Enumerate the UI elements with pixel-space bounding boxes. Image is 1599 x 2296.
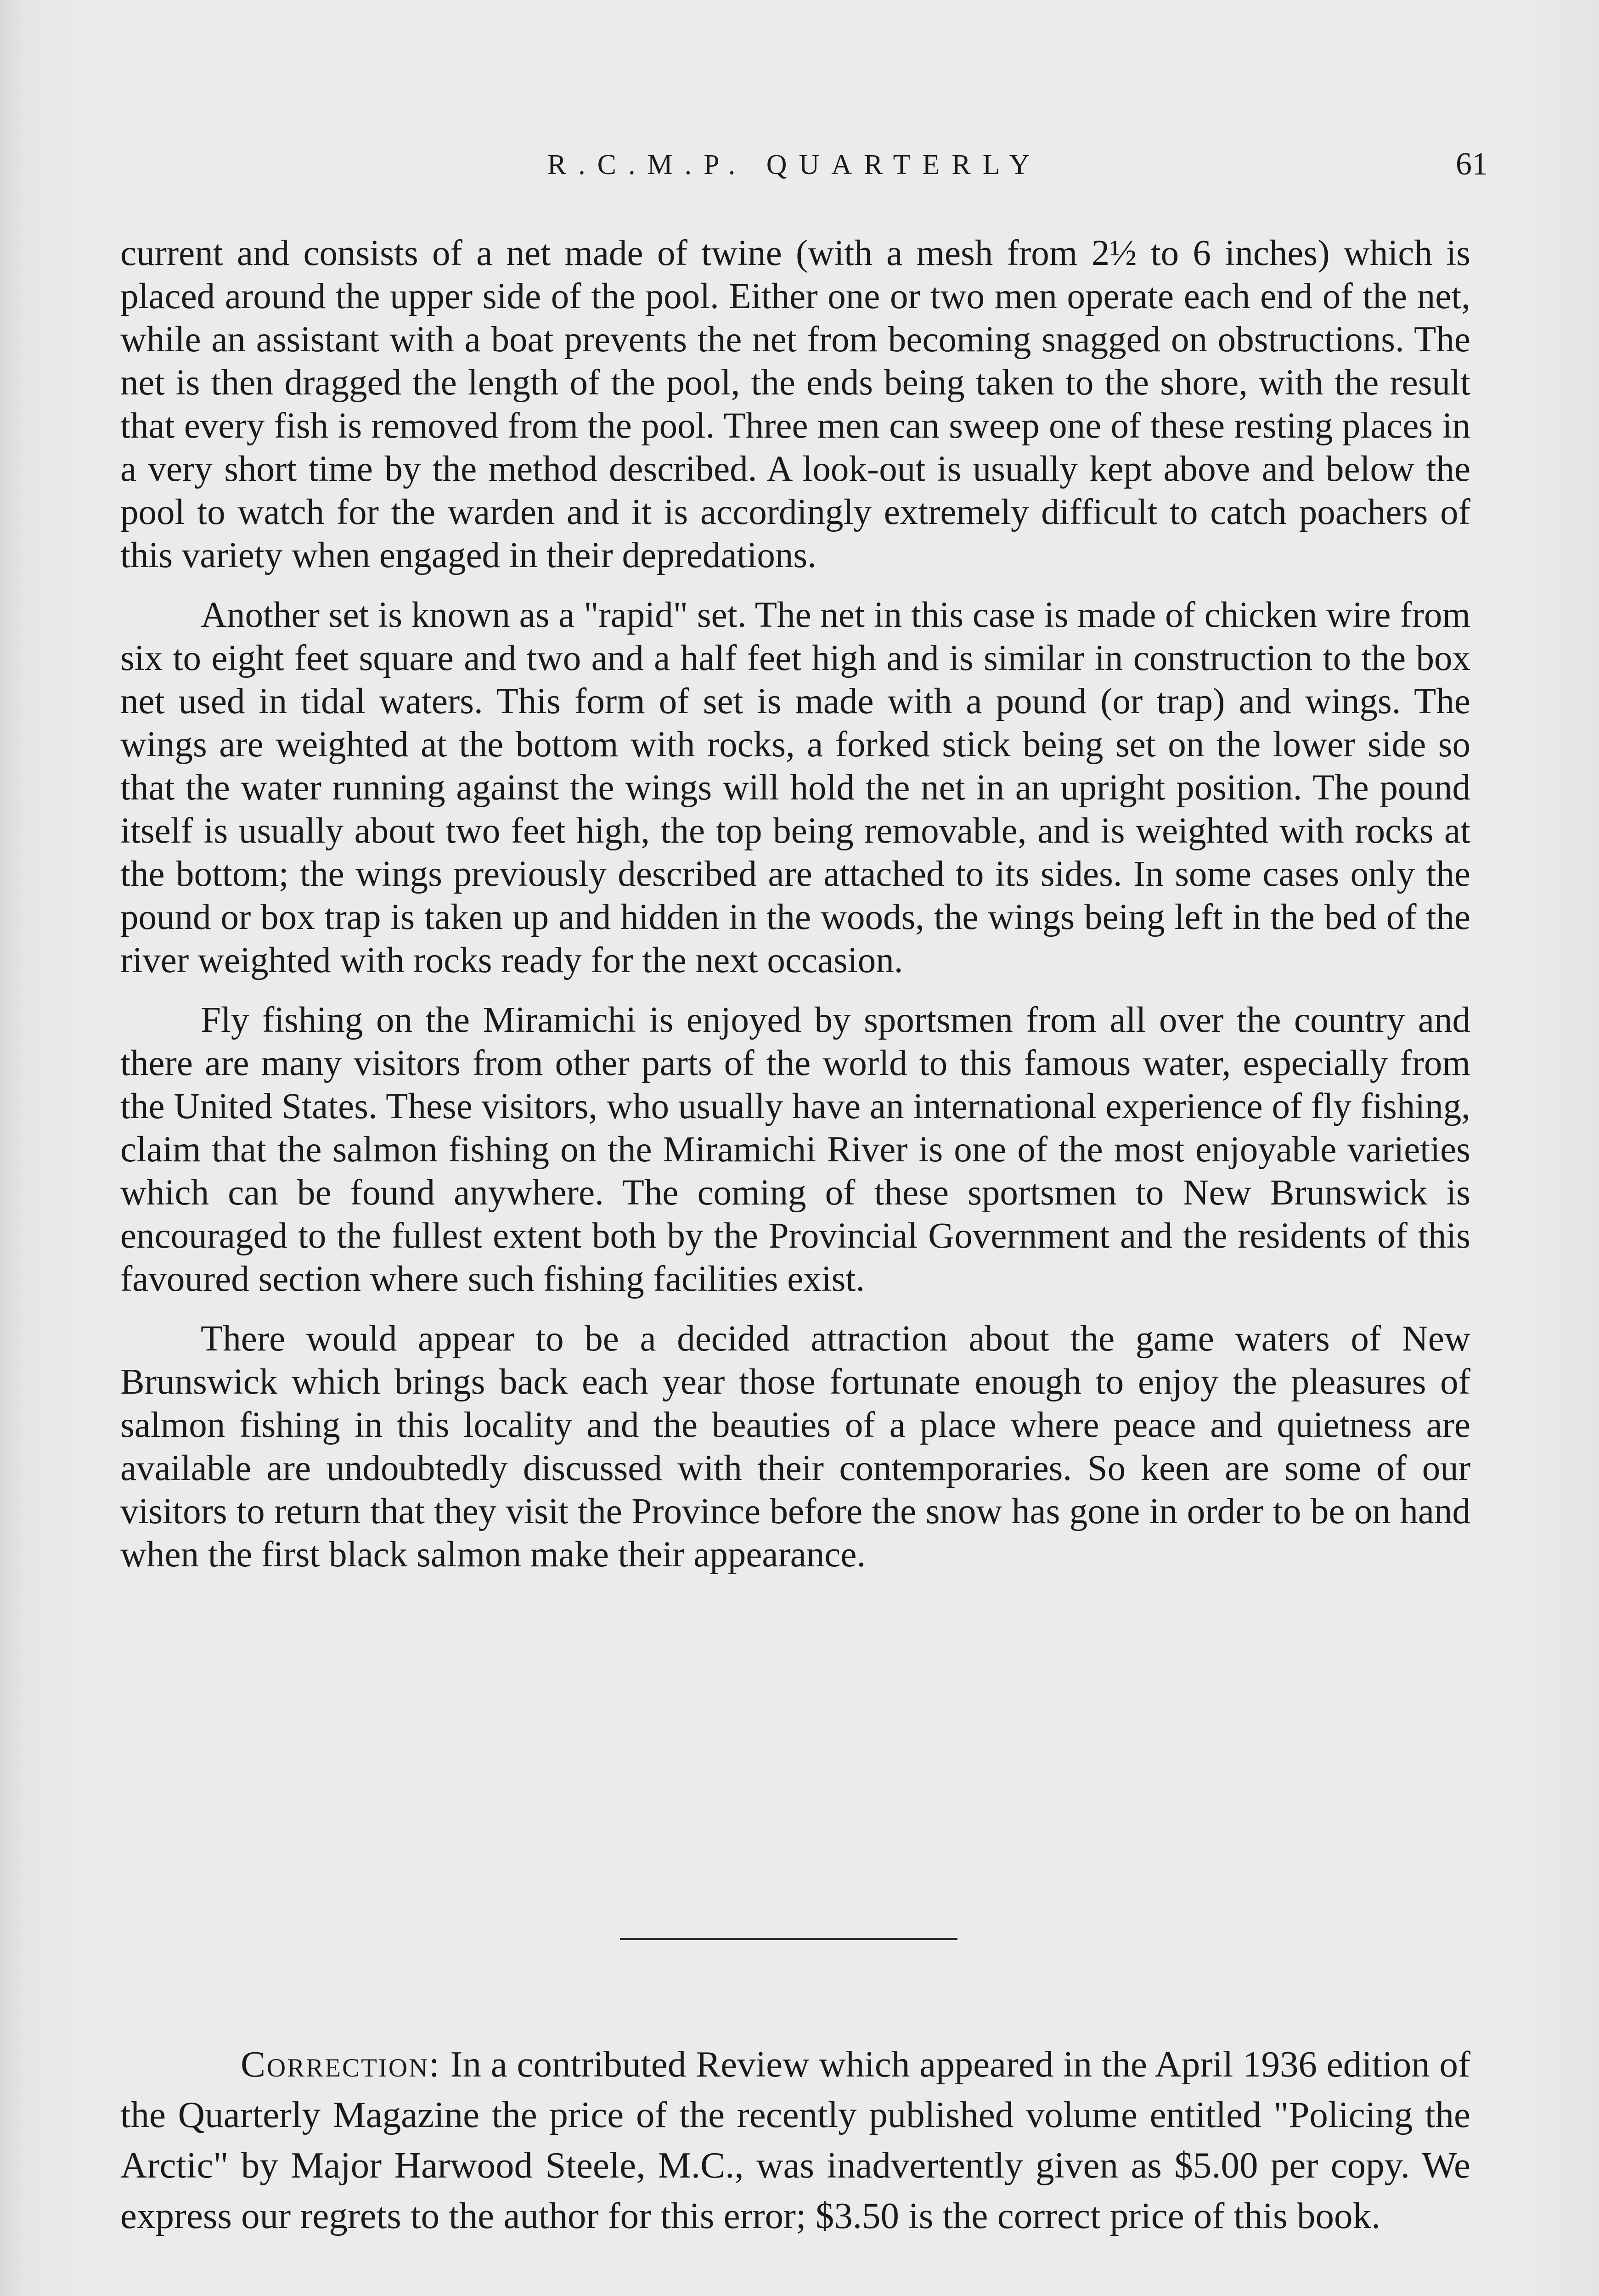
running-title: R.C.M.P. QUARTERLY xyxy=(547,149,1042,180)
correction-paragraph xyxy=(120,2039,1470,2241)
paragraph-rapid-set: Another set is known as a "rapid" set. The net in this case is made of chicken wire from six to eight feet square and two and a half feet high and is similar in construction to the box net used in tidal waters. This form of set is made with a pound (or trap) and wings. The wings are weighted at the bottom with rocks, a forked stick being set on the lower side so that the water running against the wings will hold the net in an upright position. The pound itself is usually about two feet high, the top being removable, and is weighted with rocks at the bottom; the wings previously described are attached to its sides. In some cases only the pound or box trap is taken up and hidden in the woods, the wings being left in the bed of the river weighted with rocks ready for the next occasion. xyxy=(120,595,1470,980)
correction-text: In a contributed Review which appeared in the April 1936 edition of the Quarterly Magazine the price of the recently published volume entitled "Policing the Arctic" by Major Harwood Steele, M.C., was inadvertently given as $5.00 per copy. We express our regrets to the author for this error; $3.50 is the correct price of this book. xyxy=(120,2043,1471,2236)
paragraph-fly-fishing: Fly fishing on the Miramichi is enjoyed by sportsmen from all over the country and there are many visitors from other parts of the world to this famous water, especially from the United States. These visitors, who usually have an international experience of fly fishing, claim that the salmon fishing on the Miramichi River is one of the most enjoyable varieties which can be found anywhere. The coming of these sportsmen to New Brunswick is encouraged to the fullest extent both by the Provincial Government and the residents of this favoured section where such fishing facilities exist. xyxy=(120,1000,1470,1299)
article-body xyxy=(120,232,1470,1593)
correction-notice xyxy=(120,2039,1470,2241)
section-divider xyxy=(620,1938,957,1940)
paragraph-game-waters: There would appear to be a decided attraction about the game waters of New Brunswick which brings back each year those fortunate enough to enjoy the pleasures of salmon fishing in this locality and the beauties of a place where peace and quietness are available are undoubtedly discussed with their contemporaries. So keen are some of our visitors to return that they visit the Province before the snow has gone in order to be on hand when the first black salmon make their appearance. xyxy=(120,1319,1470,1575)
correction-label: Correction: xyxy=(241,2043,441,2085)
paragraph-continued: current and consists of a net made of twine (with a mesh from 2½ to 6 inches) which is placed around the upper side of the pool. Either one or two men operate each end of the net, while an assistant with a boat prevents the net from becoming snagged on obstructions. The net is then dragged the length of the pool, the ends being taken to the shore, with the result that every fish is removed from the pool. Three men can sweep one of these resting places in a very short time by the method described. A look-out is usually kept above and below the pool to watch for the warden and it is accordingly extremely difficult to catch poachers of this variety when engaged in their depredations. xyxy=(120,233,1470,575)
page-number: 61 xyxy=(1456,146,1488,182)
running-head xyxy=(119,146,1488,187)
